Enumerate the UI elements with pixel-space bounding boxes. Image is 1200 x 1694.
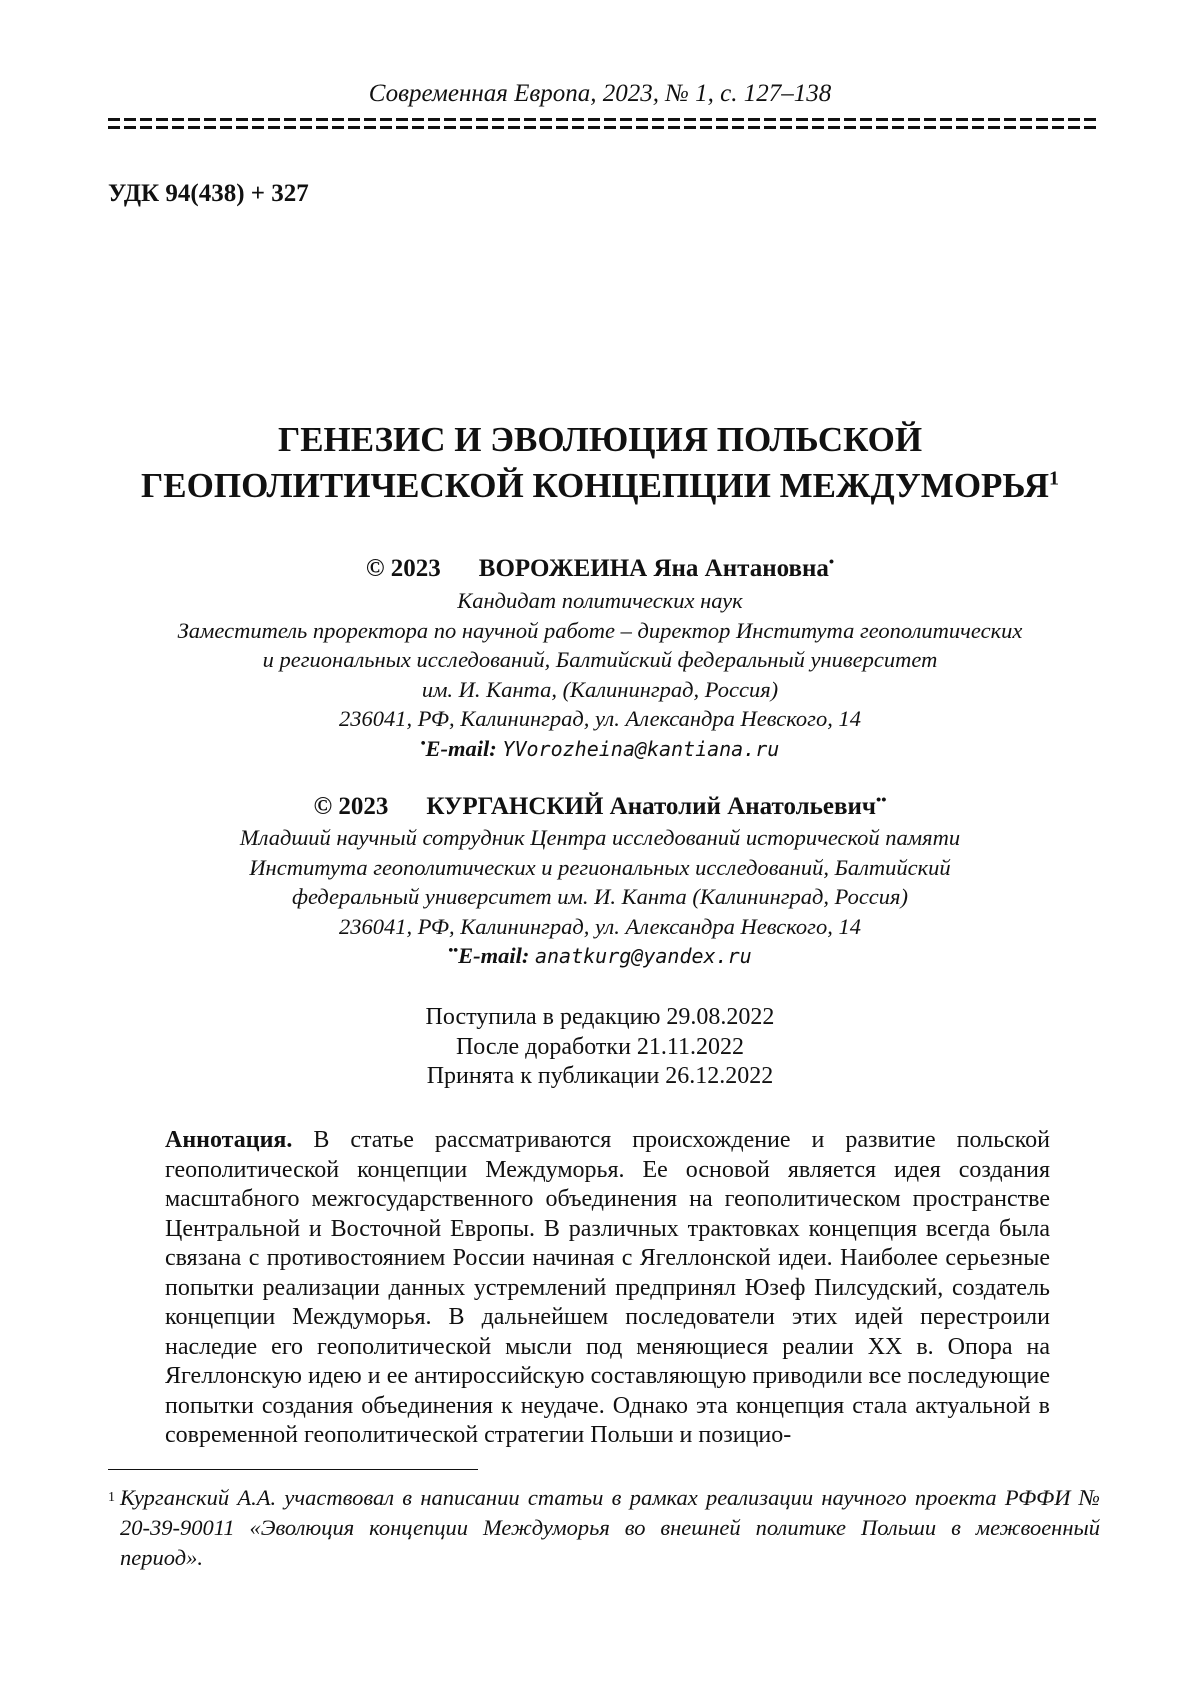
author-1-position: Заместитель проректора по научной работе – директор Института геополитических — [177, 617, 1023, 643]
author-2-email-line — [0, 941, 1200, 972]
author-2-university: федеральный университет им. И. Канта (Калининград, Россия) — [291, 884, 908, 909]
author-2-mark: •• — [875, 792, 887, 809]
footnote — [108, 1483, 1100, 1573]
author-1-position-cont: и региональных исследований, Балтийский федеральный университет — [262, 647, 938, 672]
publication-dates — [0, 1003, 1200, 1092]
author-1-name: ВОРОЖЕИНА Яна Антановна — [478, 555, 829, 582]
author-1-university: им. И. Канта, (Калининград, Россия) — [421, 676, 779, 702]
footnote-text: Курганский А.А. участвовал в написании статьи в рамках реализации научного проекта РФФИ № 20-39-90011 «Эволюция концепции Междуморья во внешней политике Польши в межвоенный период». — [120, 1485, 1100, 1570]
author-2-affiliation — [0, 823, 1200, 972]
author-2-email-label: ••E-mail: — [448, 943, 530, 968]
title-footnote-mark: 1 — [1048, 467, 1059, 490]
author-2-address: 236041, РФ, Калининград, ул. Александра Невского, 14 — [339, 913, 861, 939]
date-accepted: Принята к публикации 26.12.2022 — [426, 1063, 774, 1089]
author-2-institute: Института геополитических и региональных исследований, Балтийский — [249, 854, 951, 880]
author-2-name: КУРГАНСКИЙ Анатолий Анатольевич — [426, 793, 876, 820]
author-2-email[interactable]: anatkurg@yandex.ru — [534, 944, 752, 968]
journal-citation: Современная Европа, 2023, № 1, с. 127–138 — [368, 80, 832, 107]
author-1-heading — [0, 555, 1200, 583]
author-1-copyright: © 2023 — [365, 555, 441, 582]
author-1-email-line — [0, 734, 1200, 765]
author-2-copyright: © 2023 — [313, 793, 389, 820]
author-2-position: Младший научный сотрудник Центра исследований исторической памяти — [239, 825, 961, 850]
author-1-email-label: •E-mail: — [420, 735, 497, 761]
article-title — [0, 417, 1200, 509]
title-line-2: ГЕОПОЛИТИЧЕСКОЙ КОНЦЕПЦИИ МЕЖДУМОРЬЯ$^1$ — [141, 466, 1059, 506]
author-1-degree: Кандидат политических наук — [457, 588, 743, 613]
abstract — [165, 1126, 1050, 1451]
author-1-mark: • — [828, 554, 835, 571]
author-1-email[interactable]: YVorozheina@kantiana.ru — [502, 736, 780, 761]
abstract-text: В статье рассматриваются происхождение и развитие польской геополитической концепции Междуморья. Ее основой является идея создания масштабного межгосударственного объединения на геополитическом пространстве Центральной и Восточной Европы. В различных трактовках концепция всегда была связана с противостоянием России начиная с Ягеллонской идеи. Наиболее серьезные попытки реализации данных устремлений предпринял Юзеф Пилсудский, создатель концепции Междуморья. В дальнейшем последователи этих идей перестроили наследие его геополитической мысли под меняющиеся реалии ХХ в. Опора на Ягеллонскую идею и ее антироссийскую составляющую приводили все последующие попытки создания объединения к неудаче. Однако эта концепция стала актуальной в современной геополитической стратегии Польши и позицио- — [165, 1127, 1050, 1448]
footnote-rule — [108, 1469, 478, 1470]
author-1-address: 236041, РФ, Калининград, ул. Александра Невского, 14 — [339, 706, 861, 731]
udk-code: УДК 94(438) + 327 — [108, 180, 309, 207]
date-received: Поступила в редакцию 29.08.2022 — [425, 1004, 775, 1030]
header-rule — [108, 116, 1100, 132]
date-revised: После доработки 21.11.2022 — [455, 1033, 745, 1060]
footnote-mark: 1 — [108, 1490, 115, 1505]
abstract-label: Аннотация. — [165, 1127, 293, 1153]
author-1-affiliation — [0, 586, 1200, 764]
author-2-heading — [0, 793, 1200, 821]
title-line-1: ГЕНЕЗИС И ЭВОЛЮЦИЯ ПОЛЬСКОЙ — [277, 420, 923, 459]
